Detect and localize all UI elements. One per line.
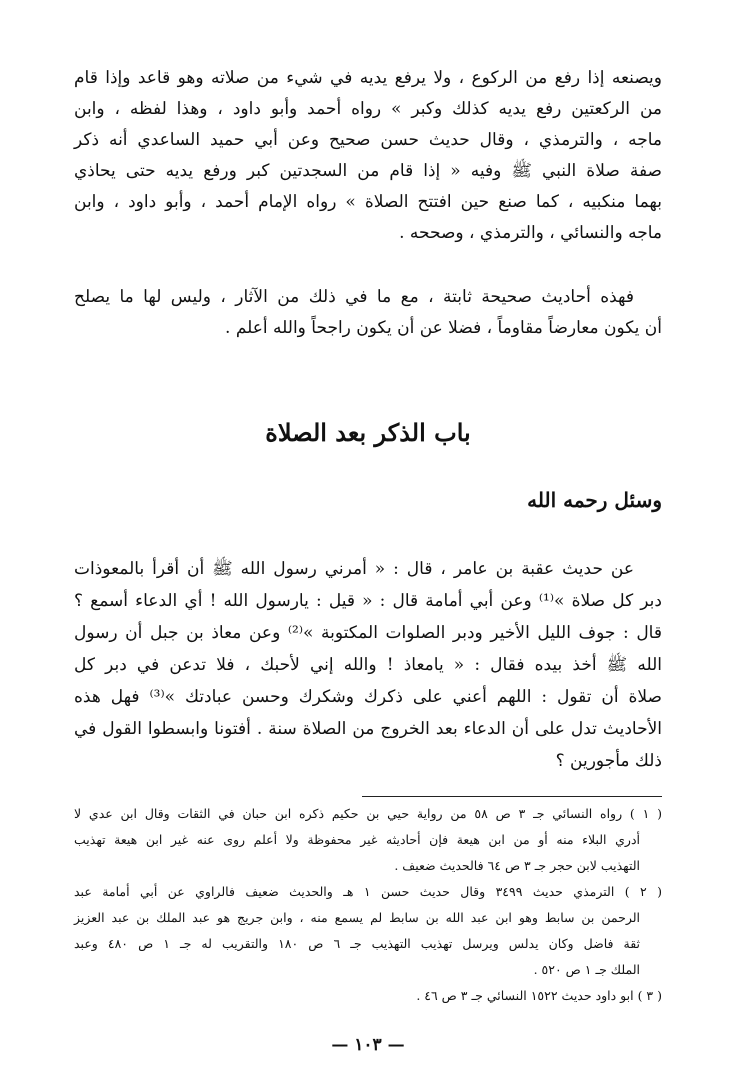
text-line: الأحاديث تدل على أن الدعاء بعد الخروج من الصلاة سنة . أفتونا وابسطوا القول في [74, 719, 662, 739]
footnote-line: أدري البلاء منه أو من ابن هيعة فإن أحاديثه غير محفوظة ولا أعلم روى عنه غير ابن هيعة تهذيب [74, 832, 640, 847]
paragraph-2 [74, 282, 662, 344]
text-line: ماجه والنسائي ، والترمذي ، وصححه . [399, 223, 662, 243]
text-line: ذلك مأجورين ؟ [555, 751, 662, 771]
footnote-line: التهذيب لابن حجر جـ ٣ ص ٦٤ فالحديث ضعيف . [394, 858, 640, 873]
footnote-line: ( ١ ) رواه النسائي جـ ٣ ص ٥٨ من رواية حيي بن حكيم ذكره ابن حبان في الثقات وقال ابن عدي لا [74, 806, 663, 821]
text-line: صلاة أن تقول : اللهم أعني على ذكرك وشكرك وحسن عبادتك »⁽³⁾ فهل هذه [74, 687, 662, 707]
text-line: من الركعتين رفع يديه كذلك وكبر » رواه أحمد وأبو داود ، وهذا لفظه ، وابن [74, 99, 662, 119]
text-line: دبر كل صلاة »⁽¹⁾ وعن أبي أمامة قال : « قيل : يارسول الله ! أي الدعاء أسمع ؟ [74, 591, 662, 611]
text-line: ماجه ، والترمذي ، وقال حديث حسن صحيح وعن أبي حميد الساعدي أنه ذكر [74, 130, 662, 150]
text-line: أن يكون معارضاً مقاوماً ، فضلا عن أن يكون راجحاً والله أعلم . [225, 318, 662, 338]
text-line: قال : جوف الليل الأخير ودبر الصلوات المكتوبة »⁽²⁾ وعن معاذ بن جبل أن رسول [74, 623, 662, 643]
footnote-line: ( ٣ ) ابو داود حديث ١٥٢٢ النسائي جـ ٣ ص ٤٦ . [416, 988, 662, 1003]
footnote-line: ( ٢ ) الترمذي حديث ٣٤٩٩ وقال حديث حسن ١ هـ والحديث ضعيف فالراوي عن أبي أمامة عبد [74, 884, 662, 899]
question-heading: وسئل رحمه الله [527, 488, 662, 512]
text-line: صفة صلاة النبي ﷺ وفيه « إذا قام من السجدتين كبر ورفع يديه حتى يحاذي [74, 161, 662, 181]
footnote-divider [362, 796, 662, 797]
text-line: ويصنعه إذا رفع من الركوع ، ولا يرفع يديه في شيء من صلاته وهو قاعد وإذا قام [74, 68, 662, 88]
footnote-line: الملك جـ ١ ص ٥٢٠ . [533, 962, 640, 977]
paragraph-3 [74, 553, 662, 777]
text-line: الله ﷺ أخذ بيده فقال : « يامعاذ ! والله إني لأحبك ، فلا تدعن في دبر كل [74, 655, 662, 675]
text-line: فهذه أحاديث صحيحة ثابتة ، مع ما في ذلك من الآثار ، وليس لها ما يصلح [74, 287, 634, 307]
chapter-title: باب الذكر بعد الصلاة [265, 418, 471, 447]
footnote-line: ثقة فاضل وكان يدلس ويرسل تهذيب التهذيب جـ ٦ ص ١٨٠ والتقريب له جـ ١ ص ٤٨٠ وعبد [74, 936, 641, 951]
footnote-line: الرحمن بن سابط وهو ابن عبد الله بن سابط لم يسمع منه ، وابن جريج هو عبد الملك بن عبد العزيز [74, 910, 640, 925]
text-line: بهما منكبيه ، كما صنع حين افتتح الصلاة » رواه الإمام أحمد ، وأبو داود ، وابن [74, 192, 662, 212]
paragraph-1 [74, 63, 662, 249]
text-line: عن حديث عقبة بن عامر ، قال : « أمرني رسول الله ﷺ أن أقرأ بالمعوذات [74, 559, 634, 579]
footnotes [74, 801, 662, 1009]
page-number: — ١٠٣ — [331, 1035, 405, 1055]
